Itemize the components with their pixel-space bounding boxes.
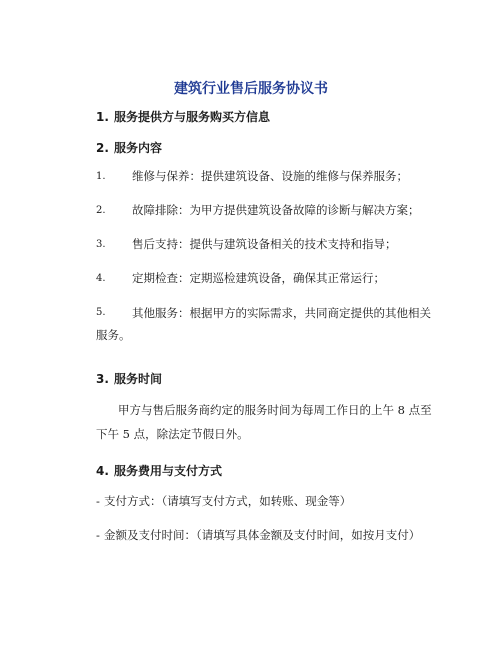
section-title: 服务提供方与服务购买方信息 <box>114 110 271 124</box>
item-text: 售后支持：提供与建筑设备相关的技术支持和指导； <box>132 237 397 251</box>
payment-text: 金额及支付时间：（请填写具体金额及支付时间，如按月支付） <box>104 528 421 542</box>
section-heading-3 <box>96 370 162 387</box>
item-text: 故障排除：为甲方提供建筑设备故障的诊断与解决方案； <box>132 203 420 217</box>
item-number: 3. <box>96 239 106 250</box>
section-title: 服务时间 <box>114 372 163 386</box>
service-item-1 <box>96 166 442 187</box>
item-text: 其他服务：根据甲方的实际需求，共同商定提供的其他相关服务。 <box>96 306 431 342</box>
section-number: 3. <box>96 372 109 386</box>
payment-text: 支付方式：（请填写支付方式，如转账、现金等） <box>104 494 352 508</box>
bullet-dash: - <box>96 528 100 542</box>
item-text: 定期检查：定期巡检建筑设备，确保其正常运行； <box>132 271 385 285</box>
item-number: 1. <box>96 171 106 182</box>
payment-item-1 <box>96 493 462 509</box>
service-item-3 <box>96 234 442 255</box>
section-title: 服务费用与支付方式 <box>114 464 223 478</box>
item-number: 2. <box>96 205 106 216</box>
section-heading-4 <box>96 462 222 479</box>
section-heading-2 <box>96 139 162 156</box>
item-text: 维修与保养：提供建筑设备、设施的维修与保养服务； <box>132 169 408 183</box>
section-number: 2. <box>96 141 109 155</box>
document-title: 建筑行业售后服务协议书 <box>174 81 328 97</box>
section-title: 服务内容 <box>114 141 163 155</box>
service-item-4 <box>96 268 442 289</box>
bullet-dash: - <box>96 494 100 508</box>
section-number: 4. <box>96 464 109 478</box>
service-item-2 <box>96 200 442 221</box>
service-item-5 <box>96 302 442 346</box>
item-number: 4. <box>96 273 106 284</box>
service-time-paragraph: 甲方与售后服务商约定的服务时间为每周工作日的上午 8 点至下午 5 点，除法定节假日外。 <box>96 403 432 441</box>
item-number: 5. <box>96 307 106 318</box>
section-number: 1. <box>96 110 109 124</box>
payment-item-2 <box>96 527 462 543</box>
section-heading-1 <box>96 108 270 125</box>
